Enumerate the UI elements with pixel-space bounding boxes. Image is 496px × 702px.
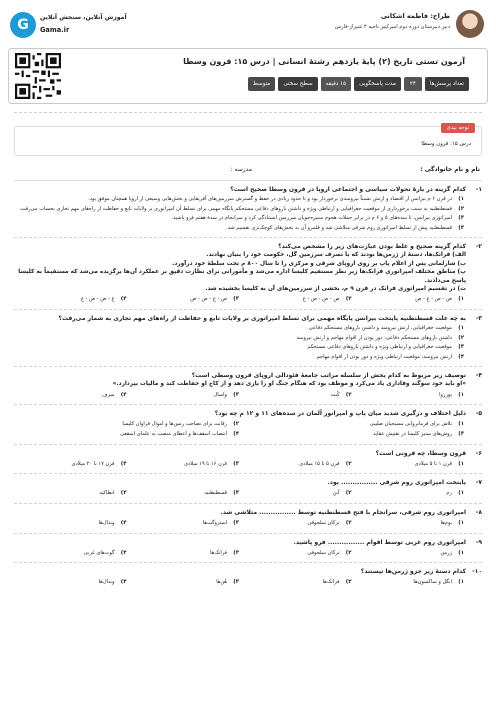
answer-option[interactable] — [14, 225, 464, 233]
answer-options — [14, 579, 482, 587]
question-divider — [14, 309, 482, 310]
answer-option[interactable] — [127, 490, 240, 498]
question-item — [14, 372, 482, 405]
question-count-label: تعداد پرسش‌ها — [425, 77, 469, 91]
question-divider — [14, 562, 482, 563]
question-item — [14, 186, 482, 238]
question-item — [14, 243, 482, 310]
question-head — [14, 315, 482, 323]
answer-option[interactable] — [14, 215, 464, 223]
question-divider — [14, 533, 482, 534]
answer-option[interactable] — [239, 421, 464, 429]
question-head — [14, 243, 482, 251]
option-number: ۲) — [345, 460, 352, 467]
answer-option[interactable] — [352, 490, 465, 498]
option-text: قسطنطنیه به سبب برخورداری از موقعیت جغرافیایی و ارتباطی ویژه و داشتن باروهای دفاعی مستحکم پایگاه مهمی برای تسلط آن امپراتوری بر ولایات تابع و حفاظت از راه‌های مهم تجاری بحساب می‌رفت. — [19, 205, 452, 212]
question-number: ۲- — [475, 243, 482, 251]
school-label: مدرسه : — [230, 166, 252, 173]
option-text: قسطنطنیه پیش از تسلط امپراتوری روم شرقی متلاشی شد و قلمرو آن به بخش‌های کوچک‌تری تقسیم شد. — [226, 224, 452, 231]
option-text: ص - ص - غ - ص — [415, 296, 452, 303]
option-text: انگل و ساکسون‌ها — [413, 579, 452, 586]
option-number: ۴) — [120, 549, 127, 556]
option-text: ژرمن — [440, 549, 452, 556]
question-number: ۹- — [475, 538, 482, 546]
answer-option[interactable] — [14, 325, 464, 333]
option-text: قرن ۱ تا ۵ میلادی — [414, 460, 452, 467]
option-number: ۴) — [120, 460, 127, 467]
gama-logo-icon: G — [10, 12, 36, 38]
answer-option[interactable] — [352, 579, 465, 587]
answer-option[interactable] — [14, 461, 127, 469]
question-divider — [14, 473, 482, 474]
option-number: ۳) — [233, 391, 239, 398]
question-text: قرون وسطا، چه قرونی است؟ — [375, 449, 466, 457]
duration-label: مدت پاسخگویی — [354, 77, 401, 91]
option-number: ۲) — [345, 579, 352, 586]
option-number: ۱) — [458, 325, 464, 332]
question-number: ۳- — [475, 314, 482, 322]
answer-option[interactable] — [14, 421, 239, 429]
question-text: توصیف زیر مربوط به کدام بخش از سلسله مراتب جامعهٔ فئودالی اروپای قرون وسطی است؟ — [191, 372, 466, 380]
option-number: ۳) — [233, 296, 239, 303]
option-text: رم — [446, 490, 452, 497]
option-text: ارتش نیرومند، موقعیت ارتباطی ویژه و دور بودن از اقوام مهاجم — [316, 353, 452, 360]
answer-option[interactable] — [14, 520, 127, 528]
duration-value: ۱۵ دقیقه — [321, 77, 351, 91]
question-divider — [14, 444, 482, 445]
option-number: ۱) — [458, 490, 464, 497]
option-number: ۱) — [458, 549, 464, 556]
option-number: ۳) — [458, 344, 464, 351]
author-block — [288, 8, 488, 42]
option-number: ۳) — [458, 431, 464, 437]
page-header — [8, 8, 488, 106]
answer-option[interactable] — [239, 296, 352, 304]
option-number: ۴) — [120, 391, 127, 398]
student-info-row — [14, 164, 482, 178]
option-number: ۳) — [458, 215, 464, 222]
option-number: ۱) — [458, 460, 464, 467]
author-name: طراح: فاطمه اشکانی — [380, 12, 450, 20]
question-number: ۸- — [475, 508, 482, 516]
question-count: ۲۴ — [404, 77, 422, 91]
option-number: ۴) — [233, 431, 239, 437]
question-number: ۵- — [475, 410, 482, 418]
question-head — [14, 479, 482, 487]
option-number: ۴) — [458, 224, 464, 231]
question-item — [14, 315, 482, 367]
question-statement: الف) فرانک‌ها، دستهٔ از ژرمن‌ها بودند که با تصرف سرزمین گل، حکومت خود را بنیان نهادند. — [206, 252, 466, 259]
option-number: ۱) — [458, 391, 464, 398]
answer-option[interactable] — [14, 550, 127, 558]
brand-site[interactable]: Gama.ir — [40, 26, 70, 34]
question-statement: پ) مناطق مختلف امپراتوری فرانک‌ها زیر نظر مستقیم کلیسا اداره می‌شد و مأمورانی برای نظارت دقیق بر عملکرد آن‌ها برگزیده می‌شد که مستقیماً به کلیسا پاسخ می‌دادند. — [18, 269, 466, 284]
answer-option[interactable] — [239, 490, 352, 498]
option-number: ۲) — [458, 334, 464, 341]
option-text: انطاکیه — [99, 490, 115, 497]
answer-options — [14, 490, 482, 498]
question-head — [14, 450, 482, 458]
option-text: ترکان سلجوقی — [307, 549, 340, 556]
question-statement: ب) شارلمانی پس از اعلام پاپ بر روی اروپای شرقی و مرکزی را تا سال ۸۰۰ م تحت سلطهٔ خود درآورد. — [172, 260, 466, 267]
student-divider — [14, 180, 482, 181]
answer-options — [14, 550, 482, 558]
option-number: ۳) — [233, 579, 239, 586]
option-text: قرن ۵ تا ۱۵ میلادی — [299, 460, 340, 467]
answer-options — [14, 196, 482, 232]
option-number: ۲) — [458, 205, 464, 212]
student-name-label: نام و نام خانوادگی : — [420, 166, 480, 173]
option-text: ص - ص - ص - غ — [302, 296, 340, 303]
answer-option[interactable] — [14, 296, 127, 304]
reminder-text: درس ۱۵: قرون وسطا — [421, 141, 471, 147]
answer-option[interactable] — [127, 461, 240, 469]
question-item — [14, 479, 482, 504]
option-text: ص - غ - ص - ص — [190, 296, 227, 303]
question-head — [14, 372, 482, 380]
answer-option[interactable] — [239, 550, 352, 558]
option-text: قرن ۱۶ تا ۱۹ میلادی — [184, 460, 227, 467]
answer-option[interactable] — [352, 520, 465, 528]
exam-meta — [248, 77, 469, 91]
question-head — [14, 509, 482, 517]
answer-option[interactable] — [14, 206, 464, 214]
option-number: ۲) — [345, 391, 352, 398]
reminder-box — [14, 126, 482, 156]
option-number: ۳) — [233, 519, 239, 526]
answer-option[interactable] — [352, 296, 465, 304]
question-divider — [14, 404, 482, 405]
question-text: کدام دستهٔ زیر جزو ژرمن‌ها نیستند؟ — [360, 568, 466, 576]
option-text: سرف — [102, 391, 115, 398]
option-number: ۲) — [345, 296, 352, 303]
option-text: موقعیت جغرافیایی و ارتباطی ویژه و داشتن باروهای دفاعی مستحکم — [307, 344, 452, 351]
answer-option[interactable] — [352, 550, 465, 558]
answer-options — [14, 421, 482, 438]
option-text: روش‌های ستیز کلیسا در تفتیش عقاید — [373, 431, 452, 437]
question-item — [14, 410, 482, 444]
answer-option[interactable] — [127, 296, 240, 304]
answer-option[interactable] — [14, 335, 464, 343]
answer-option[interactable] — [352, 392, 465, 400]
qr-code-icon[interactable] — [15, 53, 61, 99]
answer-option[interactable] — [239, 520, 352, 528]
answer-option[interactable] — [14, 431, 239, 439]
author-subtitle: دبیر دبیرستان دوره دوم امیرکبیر ناحیه ۳ شیراز-فارس — [334, 24, 450, 30]
question-head — [14, 410, 482, 418]
option-number: ۱) — [458, 421, 464, 428]
answer-option[interactable] — [14, 344, 464, 352]
question-statement: ت) در تقسیم امپراتوری فرانک در قرن ۹ م، بخشی از سرزمین‌های آن به کلیسا بخشیده شد. — [205, 286, 466, 292]
option-text: قسطنطنیه — [204, 490, 227, 497]
question-item — [14, 509, 482, 534]
question-text: کدام گزینه در بارهٔ تحولات سیاسی و اجتماعی اروپا در قرون وسطا صحیح است؟ — [230, 186, 466, 193]
option-text: فرانک‌ها — [322, 579, 340, 586]
question-item — [14, 539, 482, 564]
option-text: واسال — [213, 391, 227, 398]
option-text: تلاش برای فرمانروایی مسیحیان صلیبی — [369, 421, 452, 428]
answer-option[interactable] — [239, 431, 464, 439]
question-text: دلیل اختلاف و درگیری شدید میان پاپ و امپراتور آلمان در سده‌های ۱۱ و ۱۲ م چه بود؟ — [214, 410, 466, 418]
option-text: در قرن ۶ م بیزانس از اقتصاد و ارتش نسبتاً نیرومندی برخوردار بود و تا حدود زیادی در حفظ و گسترش سرزمین‌های آفریقایی و بخش‌هایی وسیعی از اروپا همچنان موفق بود. — [88, 196, 452, 203]
reminder-tag: توجه بیدی — [441, 123, 475, 133]
answer-option[interactable] — [127, 520, 240, 528]
option-text: وندال‌ها — [98, 519, 115, 526]
level-value: متوسط — [248, 77, 276, 91]
option-text: استروگت‌ها — [202, 519, 227, 526]
question-number: ۱- — [475, 186, 482, 193]
question-divider — [14, 503, 482, 504]
answer-option[interactable] — [14, 196, 464, 204]
option-number: ۴) — [458, 353, 464, 360]
option-number: ۱) — [458, 579, 464, 586]
option-number: ۳) — [233, 490, 239, 497]
option-text: داشتن باروهای مستحکم دفاعی، دور بودن از اقوام مهاجم و ارتش نیرومند — [296, 334, 452, 341]
option-text: قرن ۱۷ تا ۲۰ میلادی — [71, 460, 115, 467]
question-number: ۷- — [475, 479, 482, 487]
option-number: ۲) — [233, 421, 239, 428]
answer-options — [14, 392, 482, 400]
answer-option[interactable] — [239, 579, 352, 587]
option-number: ۴) — [120, 490, 127, 497]
option-text: وندال‌ها — [98, 579, 115, 586]
answer-option[interactable] — [352, 461, 465, 469]
option-number: ۱) — [458, 196, 464, 203]
question-divider — [14, 366, 482, 367]
question-number: ۴- — [475, 372, 482, 380]
option-text: فرانک‌ها — [210, 549, 227, 556]
option-text: گوت‌های غربی — [83, 549, 115, 556]
brand-block[interactable] — [8, 10, 138, 40]
option-text: بوم‌ها — [440, 519, 452, 526]
question-list — [14, 186, 482, 587]
option-number: ۲) — [345, 549, 352, 556]
option-number: ۱) — [458, 519, 464, 526]
option-number: ۴) — [120, 579, 127, 586]
option-text: غ - ص - ص - غ — [80, 296, 115, 303]
question-text: پایتخت امپراتوری روم شرقی ................ بود. — [327, 479, 466, 487]
question-divider — [14, 237, 482, 238]
option-text: هُن‌ها — [216, 579, 227, 586]
question-text: به چه علت قسطنطنیه پایتخت بیزانس پایگاه مهمی برای تسلط امپراتوری بر ولایات تابع و حفاظت از راه‌های مهم تجاری به شمار می‌رفت؟ — [58, 314, 466, 322]
answer-option[interactable] — [14, 354, 464, 362]
option-number: ۲) — [345, 490, 352, 497]
answer-option[interactable] — [127, 392, 240, 400]
question-head — [14, 539, 482, 547]
exam-title-box — [8, 48, 488, 104]
option-text: امپراتوری بیزانس، تا سده‌های ۵ و ۶ م در برابر حملات هجوم ستیزه‌جویان سرزمین ایستادگی کرد و سرانجام در سدهٔ هفتم فرو پاشید. — [171, 215, 452, 222]
option-text: رقابت برای تصاحب زمین‌ها و اموال فراوان کلیسا — [122, 421, 227, 428]
question-head — [14, 186, 482, 194]
exam-title: آزمون تستی تاریخ (۲) پایهٔ یازدهم رشتهٔ انسانی | درس ۱۵: قرون وسطا — [183, 57, 465, 66]
option-text: موقعیت جغرافیایی، ارتش نیرومند و داشتن باروهای مستحکم دفاعی — [308, 325, 452, 332]
question-item — [14, 450, 482, 475]
answer-option[interactable] — [14, 392, 127, 400]
option-text: ترکان سلجوقی — [307, 519, 340, 526]
question-text: کدام گزینه صحیح و غلط بودن عبارت‌های زیر را مشخص می‌کند؟ — [278, 243, 466, 251]
level-label: سطح سختی — [278, 77, 317, 91]
option-text: آتن — [332, 490, 340, 497]
answer-option[interactable] — [239, 392, 352, 400]
question-statement: «او باید خود سوگند وفاداری یاد می‌کرد و موظف بود که هنگام جنگ او را یاری دهد و از کاخ او حفاظت کند و مالیات بپردازد.» — [112, 381, 466, 388]
option-text: انتصاب اسقف‌ها و اعطای منصب به علمای اسقفی — [120, 431, 227, 437]
answer-option[interactable] — [14, 579, 127, 587]
question-text: امپراتوری روم غربی توسط اقوام ................ فرو پاشید. — [293, 538, 466, 546]
option-number: ۱) — [458, 296, 464, 303]
option-number: ۳) — [233, 549, 239, 556]
option-text: کُنت — [330, 391, 340, 398]
answer-options — [14, 296, 482, 304]
header-divider — [14, 112, 482, 113]
option-number: ۳) — [233, 460, 239, 467]
question-item — [14, 568, 482, 587]
answer-option[interactable] — [127, 579, 240, 587]
answer-option[interactable] — [14, 490, 127, 498]
author-avatar — [456, 10, 484, 38]
answer-options — [14, 520, 482, 528]
question-number: ۱۰- — [472, 568, 482, 576]
answer-options — [14, 325, 482, 361]
answer-options — [14, 461, 482, 469]
option-number: ۴) — [120, 296, 127, 303]
question-head — [14, 568, 482, 576]
option-number: ۴) — [120, 519, 127, 526]
brand-name: آموزش آنلاین، سنجش آنلاین — [40, 14, 127, 21]
question-text: امپراتوری روم شرقی، سرانجام با فتح قسطنطنیه توسط ................ متلاشی شد. — [220, 508, 466, 516]
answer-option[interactable] — [239, 461, 352, 469]
answer-option[interactable] — [127, 550, 240, 558]
question-number: ۶- — [475, 449, 482, 457]
option-number: ۲) — [345, 519, 352, 526]
option-text: بورژوا — [439, 391, 452, 398]
